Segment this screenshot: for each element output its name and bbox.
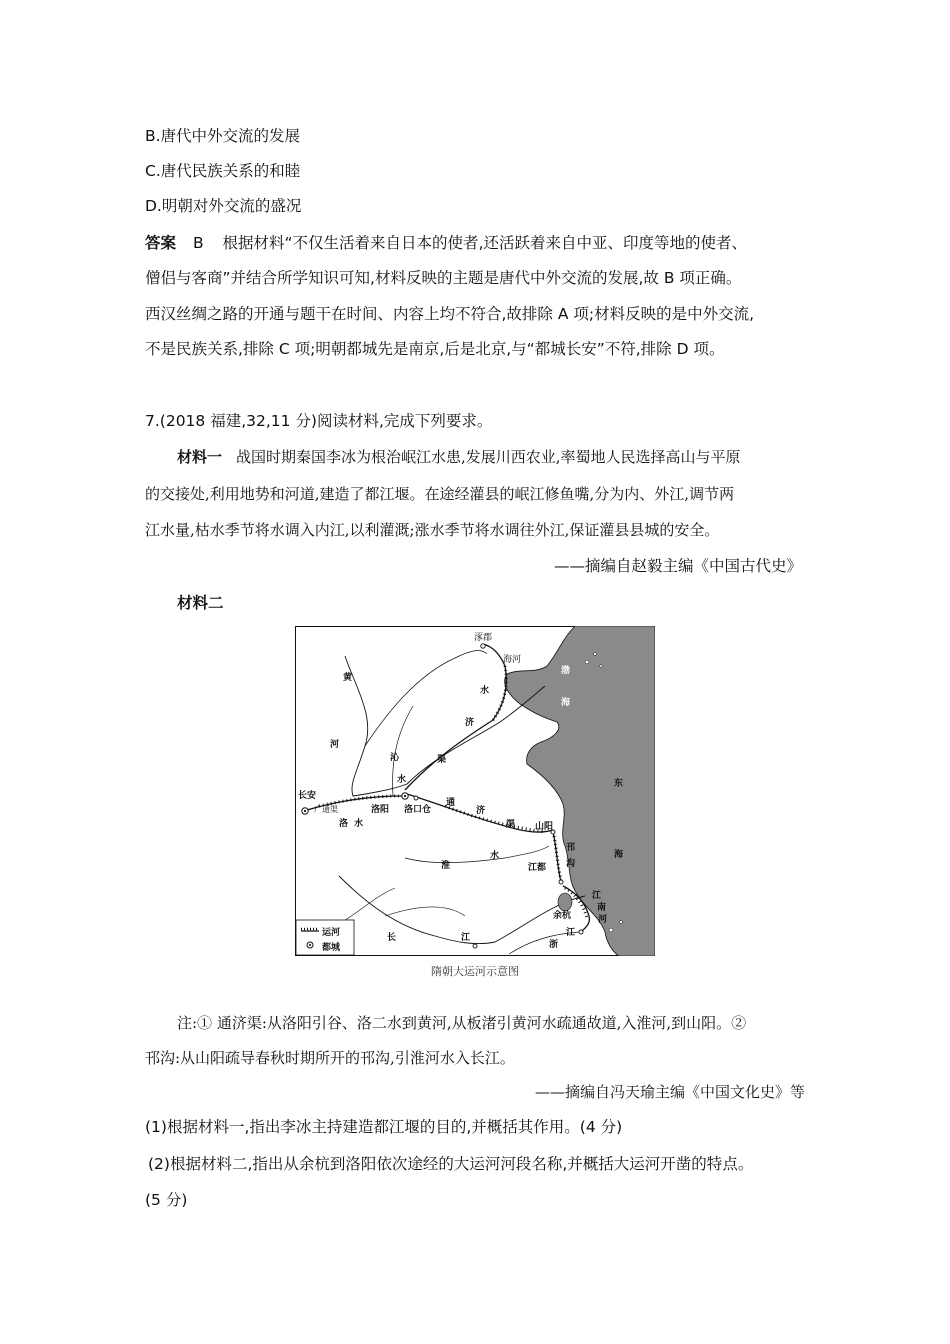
material-1-line-2: 的交接处,利用地势和河道,建造了都江堰。在途经灌县的岷江修鱼嘴,分为内、外江,调节两 xyxy=(145,485,735,503)
label-jiang-1: 江 xyxy=(592,891,602,901)
label-huang: 黄 xyxy=(343,673,353,683)
label-shui-4: 水 xyxy=(490,851,500,861)
material-2-label: 材料二 xyxy=(177,594,224,612)
sub-question-1: (1)根据材料一,指出李冰主持建造都江堰的目的,并概括其作用。(4 分) xyxy=(145,1118,623,1136)
label-bohai-2: 海 xyxy=(561,698,571,708)
label-shui-2: 水 xyxy=(397,775,407,785)
sub-question-2: (2)根据材料二,指出从余杭到洛阳依次途经的大运河河段名称,并概括大运河开凿的特点。 xyxy=(148,1155,754,1173)
sub-question-2-score: (5 分) xyxy=(145,1191,188,1209)
yuhang-marker xyxy=(579,930,583,934)
label-gou: 沟 xyxy=(566,859,576,869)
option-b: B.唐代中外交流的发展 xyxy=(145,127,301,145)
label-chang: 长 xyxy=(387,933,397,943)
label-haihe: 海河 xyxy=(503,655,522,665)
answer-line-1 xyxy=(145,233,747,253)
label-jiang-2: 江 xyxy=(461,933,471,943)
label-nan: 南 xyxy=(597,903,607,913)
answer-choice: B xyxy=(192,234,204,252)
note-line-1: 注:① 通济渠:从洛阳引谷、洛二水到黄河,从板渚引黄河水疏通故道,入淮河,到山阳。② xyxy=(177,1014,747,1032)
label-shui-3: 水 xyxy=(354,819,364,829)
map-caption: 隋朝大运河示意图 xyxy=(431,965,519,978)
material-1-text-1: 战国时期秦国李冰为根治岷江水患,发展川西农业,率蜀地人民选择高山与平原 xyxy=(236,448,741,466)
label-dong: 东 xyxy=(614,779,624,789)
yangtze-marker xyxy=(473,944,477,948)
option-c: C.唐代民族关系的和睦 xyxy=(145,162,301,180)
answer-text-1: 根据材料“不仅生活着来自日本的使者,还活跃着来自中亚、印度等地的使者、 xyxy=(222,234,747,252)
jiangdu-marker xyxy=(559,880,563,884)
label-he-2: 河 xyxy=(598,915,608,925)
legend-capital-label: 都城 xyxy=(322,943,341,953)
label-bohai-1: 渤 xyxy=(561,666,571,676)
label-jiang-3: 江 xyxy=(566,928,576,938)
legend-canal-label: 运河 xyxy=(322,928,341,938)
answer-line-2: 僧侣与客商”并结合所学知识可知,材料反映的主题是唐代中外交流的发展,故 B 项正确。 xyxy=(145,269,742,287)
label-ji-1: 济 xyxy=(465,718,475,728)
note-line-2: 邗沟:从山阳疏导春秋时期所开的邗沟,引淮河水入长江。 xyxy=(145,1049,515,1067)
material-1-source: ——摘编自赵毅主编《中国古代史》 xyxy=(553,557,802,575)
label-qin: 沁 xyxy=(390,753,400,763)
label-luo: 洛 xyxy=(339,819,349,829)
label-tong: 通 xyxy=(446,798,456,808)
material-1-line-1 xyxy=(177,447,741,467)
label-zhe: 浙 xyxy=(549,940,559,950)
question-7-title: 7.(2018 福建,32,11 分)阅读材料,完成下列要求。 xyxy=(145,412,493,430)
answer-label: 答案 xyxy=(145,234,177,252)
label-qu-2: 渠 xyxy=(506,820,516,830)
label-luokoucang: 洛口仓 xyxy=(404,805,432,815)
label-guangtong: 广通渠 xyxy=(314,805,338,814)
note-source: ——摘编自冯天瑜主编《中国文化史》等 xyxy=(534,1083,805,1101)
material-1-label: 材料一 xyxy=(177,448,223,466)
luokoucang-marker xyxy=(414,796,418,800)
answer-line-3: 西汉丝绸之路的开通与题干在时间、内容上均不符合,故排除 A 项;材料反映的是中外交流, xyxy=(145,305,755,323)
label-changan: 长安 xyxy=(298,791,317,801)
material-1-line-3: 江水量,枯水季节将水调入内江,以利灌溉;涨水季节将水调往外江,保证灌县县城的安全。 xyxy=(145,521,720,539)
label-qu-1: 渠 xyxy=(437,755,447,765)
label-he: 河 xyxy=(330,740,340,750)
option-d: D.明朝对外交流的盛况 xyxy=(145,197,302,215)
label-luoyang: 洛阳 xyxy=(371,805,390,815)
label-jiangdu: 江都 xyxy=(528,863,547,873)
label-hai: 海 xyxy=(614,850,624,860)
zhuojun-marker xyxy=(481,644,485,648)
label-han: 邗 xyxy=(566,843,576,853)
label-huai: 淮 xyxy=(441,861,451,871)
answer-line-4: 不是民族关系,排除 C 项;明朝都城先是南京,后是北京,与“都城长安”不符,排除 D 项。 xyxy=(145,340,725,358)
label-shanyang: 山阳 xyxy=(535,822,554,832)
label-yuhang: 余杭 xyxy=(553,911,572,921)
label-shui-1: 水 xyxy=(480,686,490,696)
label-zhuojun: 涿郡 xyxy=(474,633,493,643)
label-ji-2: 济 xyxy=(476,806,486,816)
